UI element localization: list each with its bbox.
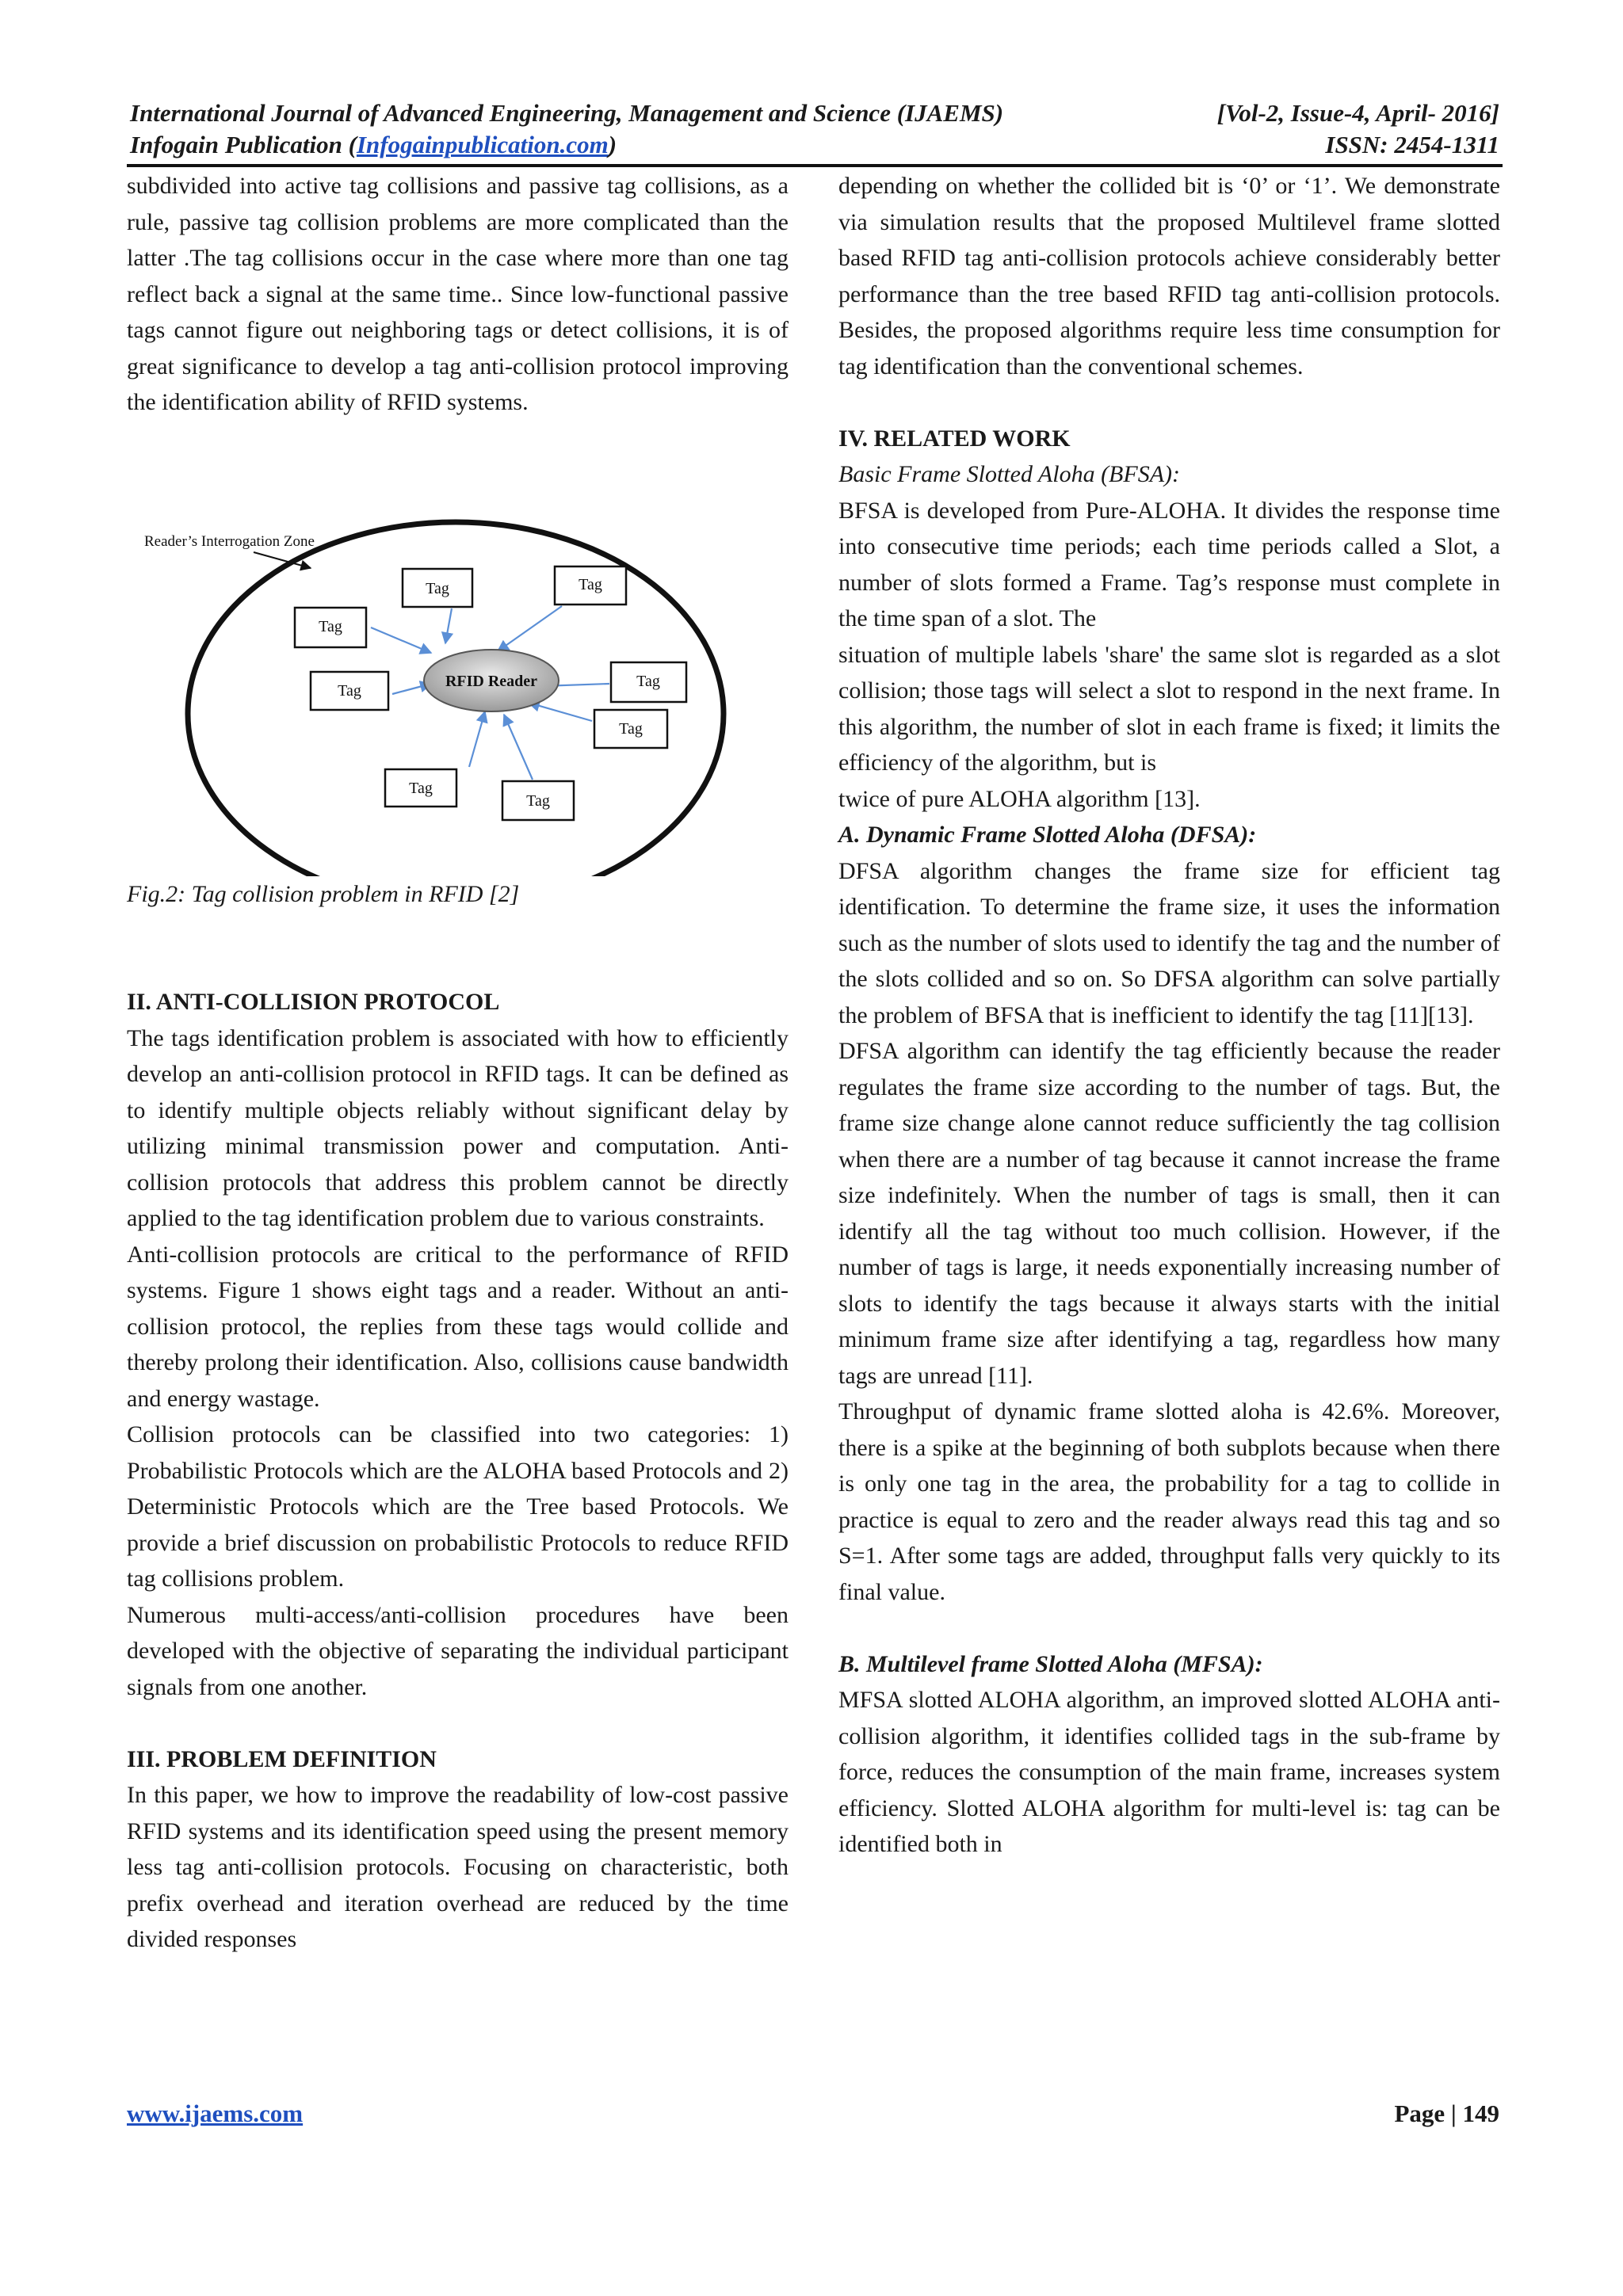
journal-title: International Journal of Advanced Engineering, Management and Science (IJAEMS) [130, 99, 1004, 127]
tag-label-5: Tag [338, 681, 361, 700]
right-intro-paragraph: depending on whether the collided bit is ‘0’ or ‘1’. We demonstrate via simulation results that the proposed Multilevel frame slotted based RFID tag anti-collision protocols achieve considerably better performance than the tree based RFID tag anti-collision protocols. Besides, the proposed algorithms require less time consumption for tag identification than the conventional schemes. [838, 173, 1500, 379]
tag-label-3: Tag [319, 617, 342, 635]
section-heading-anti-collision: II. ANTI-COLLISION PROTOCOL [127, 989, 500, 1015]
left-column [127, 168, 789, 1958]
paragraph: In this paper, we how to improve the readability of low-cost passive RFID systems and its identification speed using the present memory less tag anti-collision protocols. Focusing on characteristic, both prefix overhead and iteration overhead are reduced by the time divided responses [127, 1782, 789, 1952]
tag-label-6: Tag [619, 719, 643, 738]
section-heading-problem-definition: III. PROBLEM DEFINITION [127, 1745, 437, 1772]
footer-page-number: Page | 149 [1394, 2100, 1499, 2127]
paragraph: DFSA algorithm can identify the tag efficiently because the reader regulates the frame size according to the number of tags. But, the frame size change alone cannot reduce sufficiently the tag collision when there are a number of tag because it cannot increase the frame size indefinitely. When the number of tags is small, then it can identify all the tag without too much collision. However, if the number of tags is large, it needs exponentially increasing number of slots to identify the tags because it always starts with the initial minimum frame size after identifying a tag, regardless how many tags are unread [11]. [838, 1038, 1500, 1389]
arrow-tag7 [469, 711, 485, 767]
paragraph: Collision protocols can be classified into two categories: 1) Probabilistic Protocols which are the ALOHA based Protocols and 2) Deterministic Protocols which are the Tree based Protocols. We provide a brief discussion on probabilistic Protocols to reduce RFID tag collisions problem. [127, 1421, 789, 1592]
arrow-tag8 [504, 715, 533, 780]
arrow-tag2 [498, 606, 562, 651]
tag-label-4: Tag [636, 672, 660, 690]
tag-label-2: Tag [579, 575, 602, 593]
tag-label-7: Tag [409, 779, 433, 797]
tag-label-1: Tag [426, 579, 449, 597]
footer-site-link[interactable]: www.ijaems.com [127, 2100, 304, 2127]
publisher-line: Infogain Publication (Infogainpublication.com) [130, 131, 617, 158]
rfid-reader-label: RFID Reader [445, 672, 538, 690]
header-divider [127, 164, 1503, 167]
paragraph: Throughput of dynamic frame slotted aloha is 42.6%. Moreover, there is a spike at the beginning of both subplots because when there is only one tag in the area, the probability for a tag to collide in practice is equal to zero and the reader always read this tag and so S=1. After some tags are added, throughput falls very quickly to its final value. [838, 1398, 1500, 1605]
left-intro-paragraph: subdivided into active tag collisions and passive tag collisions, as a rule, passive tag collision problems are more complicated than the latter .The tag collisions occur in the case where more than one tag reflect back a signal at the same time.. Since low-functional passive tags cannot figure out neighboring tags or detect collisions, it is of great significance to develop a tag anti-collision protocol improving the identification ability of RFID systems. [127, 173, 789, 415]
paragraph: BFSA is developed from Pure-ALOHA. It divides the response time into consecutive time periods; each time periods called a Slot, a number of slots formed a Frame. Tag’s response must complete in the time span of a slot. The [838, 497, 1500, 631]
figure-tag-collision [127, 448, 789, 876]
paragraph: DFSA algorithm changes the frame size for efficient tag identification. To determine the frame size, it uses the information such as the number of slots used to identify the tag and the number of the slots collided and so on. So DFSA algorithm can solve partially the problem of BFSA that is inefficient to identify the tag [11][13]. [838, 857, 1500, 1028]
publisher-link[interactable]: Infogainpublication.com [356, 131, 609, 158]
arrow-tag1 [445, 608, 452, 643]
figure-caption: Fig.2: Tag collision problem in RFID [2] [127, 880, 520, 907]
tag-label-8: Tag [526, 791, 550, 810]
paragraph: Numerous multi-access/anti-collision procedures have been developed with the objective of separating the individual participant signals from one another. [127, 1601, 789, 1700]
section-heading-related-work: IV. RELATED WORK [838, 425, 1071, 452]
subheading-bfsa: Basic Frame Slotted Aloha (BFSA): [838, 461, 1181, 487]
arrow-tag3 [371, 627, 431, 653]
paragraph: twice of pure ALOHA algorithm [13]. [838, 785, 1201, 812]
paragraph: MFSA slotted ALOHA algorithm, an improved slotted ALOHA anti-collision algorithm, it identifies collided tags in the sub-frame by force, reduces the consumption of the main frame, increases system efficiency. Slotted ALOHA algorithm for multi-level is: tag can be identified both in [838, 1687, 1500, 1857]
right-column [838, 168, 1500, 1863]
subheading-mfsa: B. Multilevel frame Slotted Aloha (MFSA): [838, 1650, 1263, 1677]
journal-header [130, 97, 1499, 129]
paragraph: situation of multiple labels 'share' the same slot is regarded as a slot collision; those tags will select a slot to respond in the next frame. In this algorithm, the number of slot in each frame is fixed; it limits the efficiency of the algorithm, but is [838, 641, 1500, 776]
journal-volume: [Vol-2, Issue-4, April- 2016] [1216, 99, 1499, 127]
tag-collision-diagram [127, 448, 789, 876]
zone-label: Reader’s Interrogation Zone [144, 532, 315, 550]
issn: ISSN: 2454-1311 [1325, 131, 1499, 158]
subheading-dfsa: A. Dynamic Frame Slotted Aloha (DFSA): [838, 822, 1257, 848]
arrow-tag6 [529, 703, 592, 721]
publisher-header [130, 129, 1499, 161]
paragraph: Anti-collision protocols are critical to the performance of RFID systems. Figure 1 shows eight tags and a reader. Without an anti-collision protocol, the replies from these tags would collide and thereby prolong their identification. Also, collisions cause bandwidth and energy wastage. [127, 1241, 789, 1412]
paragraph: The tags identification problem is associated with how to efficiently develop an anti-collision protocol in RFID tags. It can be defined as to identify multiple objects reliably without significant delay by utilizing minimal transmission power and computation. Anti-collision protocols that address this problem cannot be directly applied to the tag identification problem due to various constraints. [127, 1024, 789, 1231]
